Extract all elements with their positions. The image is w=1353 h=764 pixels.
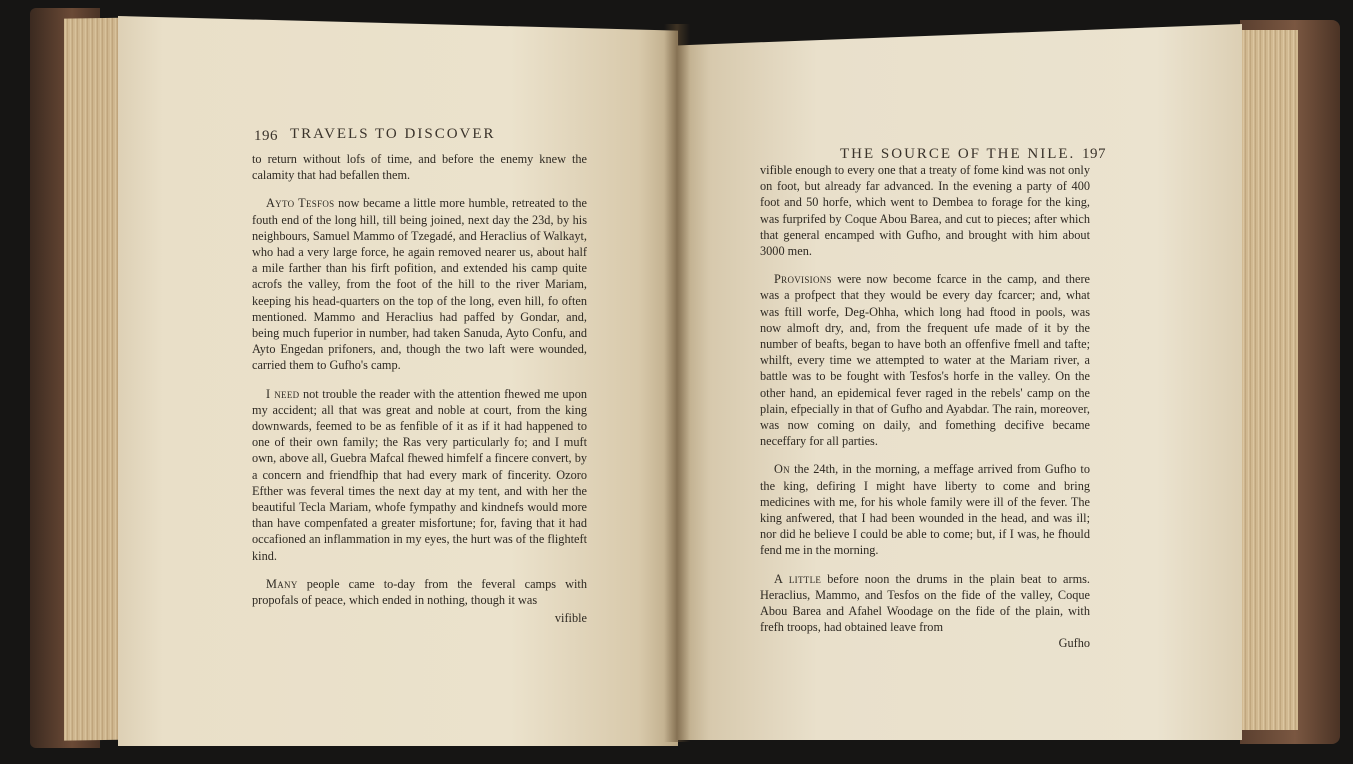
paragraph-lead: On <box>774 462 790 477</box>
paragraph-text: vifible enough to every one that a treaty of fome kind was not only on foot, but already far advanced. In the evening a party of 400 foot and 50 horfe, which went to Dembea to forage for the king, was furprifed by Coque Abou Barea, and cut to pieces; after which that general encamped with Gufho, and brought with him about 3000 men. <box>760 163 1090 259</box>
paragraph-text: not trouble the reader with the attention fhewed me upon my accident; all that was great and noble at court, from the king downwards, feemed to be as fenfible of it as if it had happened to one of their own family; the Ras very particularly fo; and I muft own, above all, Guebra Mafcal fhewed himfelf a fincere convert, by a concern and friendfhip that had every mark of fincerity. Ozoro Efther was feveral times the next day at my tent, and with her the beautiful Tecla Mariam, whofe fympathy and kindnefs would more than have compenfated a greater misfortune; for, faving that it had occafioned an inflammation in my eyes, the hurt was of the flighteft kind. <box>252 386 587 563</box>
paragraph-lead: Many <box>266 576 298 591</box>
right-catchword: Gufho <box>1058 636 1090 651</box>
left-running-head: TRAVELS TO DISCOVER <box>290 126 496 142</box>
paragraph-lead: Ayto Tesfos <box>266 196 335 211</box>
book-gutter <box>664 24 690 742</box>
paragraph-text: the 24th, in the morning, a meffage arrived from Gufho to the king, defiring I might have liberty to come and bring medicines with me, for his whole family were ill of the fever. The king anfwered, that I had been wounded in the head, and was ill; nor did he believe I could be able to come; but, if I was, he fhould fend me in the morning. <box>760 462 1090 558</box>
left-page-number: 196 <box>254 128 278 144</box>
left-catchword: vifible <box>554 611 587 626</box>
paragraph <box>252 151 587 183</box>
paragraph <box>252 195 587 373</box>
paragraph <box>760 271 1090 449</box>
paragraph-text: before noon the drums in the plain beat to arms. Heraclius, Mammo, and Tesfos on the fide of the valley, Coque Abou Barea and Afahel Woodage on the fide of the plain, with frefh troops, had obtained leave from <box>760 571 1091 635</box>
paragraph <box>252 576 587 608</box>
right-page-number: 197 <box>1082 146 1106 162</box>
paragraph-lead: Provisions <box>774 272 832 287</box>
paragraph <box>252 386 587 564</box>
right-page-text <box>760 162 1090 652</box>
paragraph-text: to return without lofs of time, and before the enemy knew the calamity that had befallen them. <box>252 152 587 183</box>
paragraph-text: now became a little more humble, retreated to the fouth end of the long hill, till being joined, next day the 23d, by his neighbours, Samuel Mammo of Tzegadé, and Heraclius of Walkayt, who had a very large force, he again removed nearer us, about half a mile farther than his firft pofition, and extended his camp quite acrofs the valley, from the foot of the hill to the river Mariam, keeping his head-quarters on the top of the long, even hill, fo often mentioned. Mammo and Heraclius had paffed by Gondar, and, being much fuperior in number, had taken Sanuda, Ayto Confu, and Ayto Engedan prifoners, and, though the two laft were wounded, carried them to Gufho's camp. <box>252 196 587 373</box>
paragraph <box>760 162 1090 259</box>
paragraph-text: were now become fcarce in the camp, and there was a profpect that they would be every day fcarcer; and, what was ftill worfe, Deg-Ohha, which long had ftood in pools, was now almoft dry, and, from the frequent ufe made of it by the number of beafts, began to have both an offenfive fmell and tafte; whilft, every time we attempted to water at the Mariam river, a battle was to be fought with Tesfos's horfe in the valley. On the other hand, an epidemical fever raged in the rebels' camp on the plain, efpecially in that of Gufho and Ayabdar. The rain, moreover, was now coming on daily, and fomething decifive became neceffary for all parties. <box>760 272 1090 449</box>
paragraph <box>760 571 1090 636</box>
paragraph-lead: I need <box>266 386 300 401</box>
paragraph <box>760 461 1090 558</box>
paragraph-lead: A little <box>774 571 822 586</box>
left-page-text <box>252 151 587 626</box>
right-running-head: THE SOURCE OF THE NILE. <box>840 146 1076 162</box>
paragraph-text: people came to-day from the feveral camps with propofals of peace, which ended in nothing, though it was <box>252 576 587 608</box>
